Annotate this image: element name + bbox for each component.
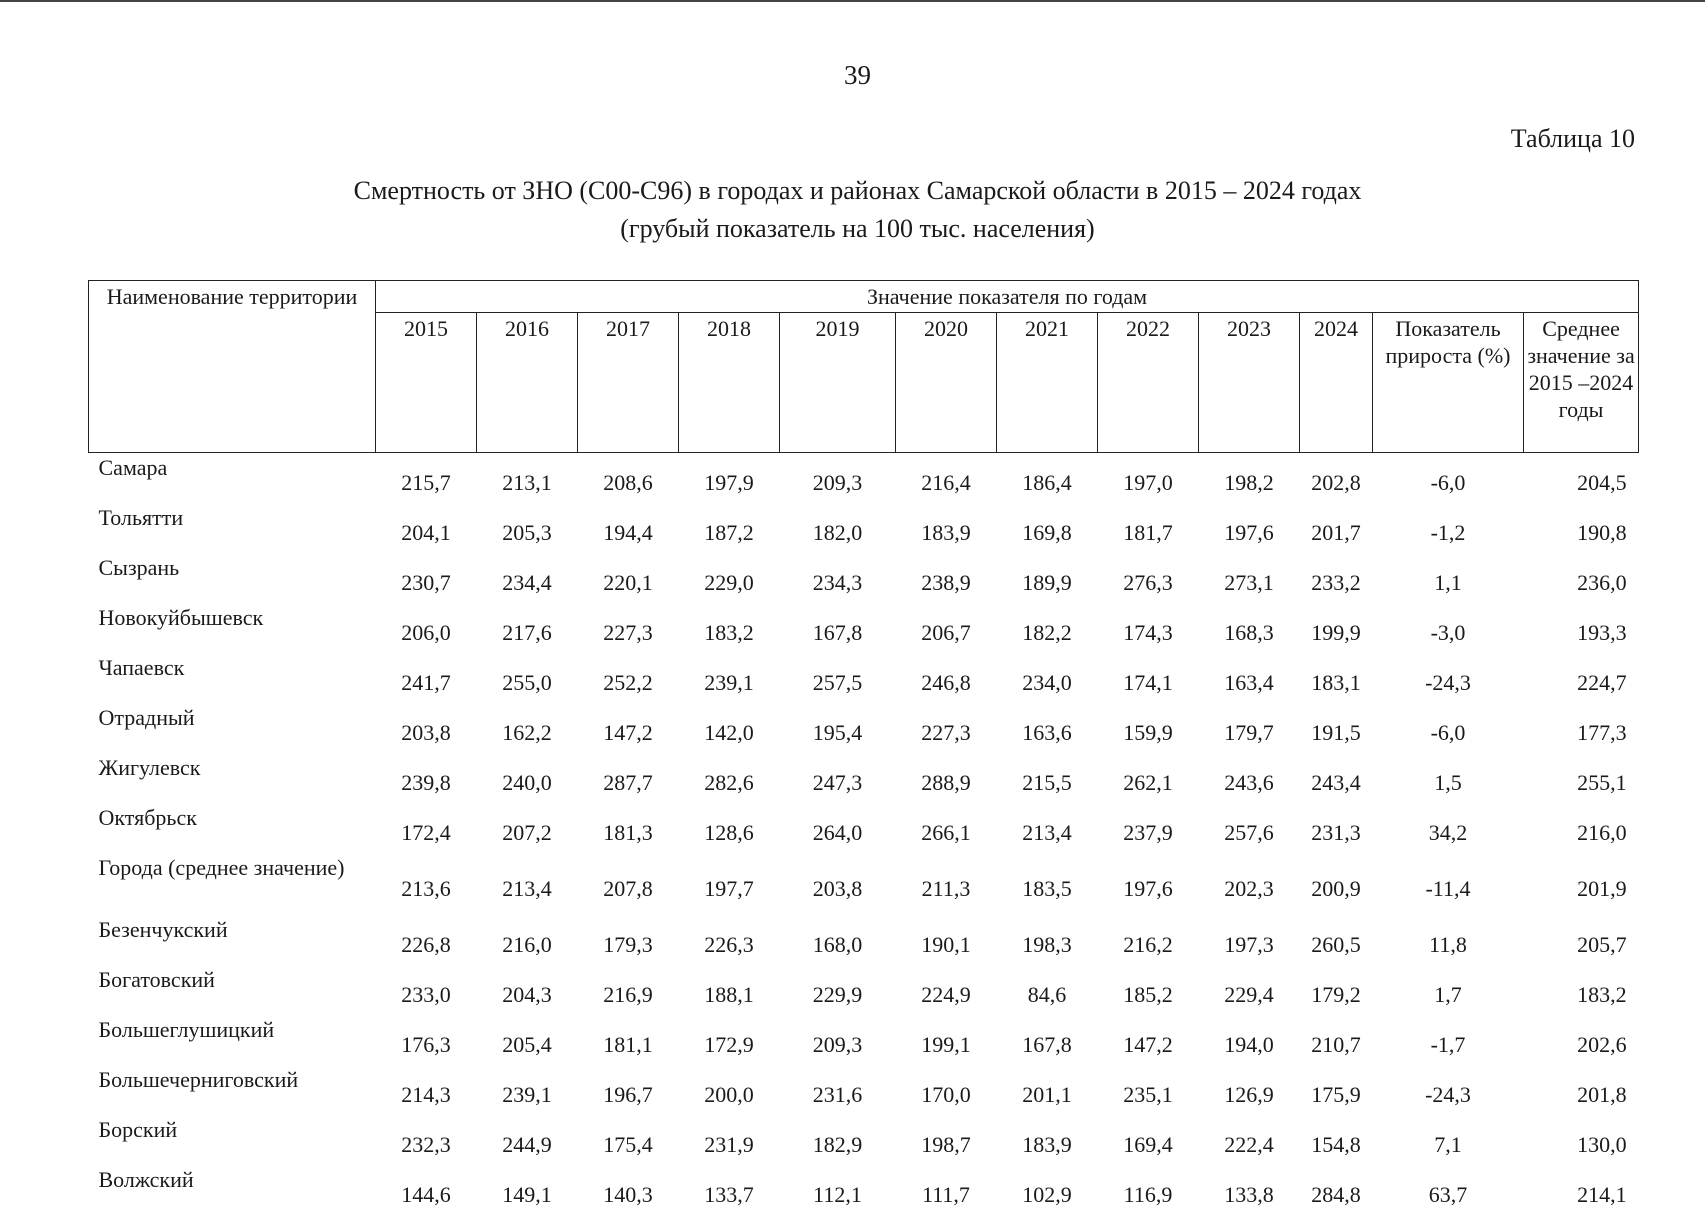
- year-value-cell: 209,3: [780, 1015, 896, 1065]
- year-value-cell: 199,1: [896, 1015, 997, 1065]
- year-value-cell: 244,9: [477, 1115, 578, 1165]
- year-value-cell: 170,0: [896, 1065, 997, 1115]
- year-value-cell: 198,2: [1199, 453, 1300, 504]
- year-value-cell: 168,3: [1199, 603, 1300, 653]
- year-value-cell: 196,7: [578, 1065, 679, 1115]
- year-value-cell: 216,4: [896, 453, 997, 504]
- average-cell: 177,3: [1524, 703, 1639, 753]
- growth-cell: -1,7: [1373, 1015, 1524, 1065]
- table-row: [89, 965, 1639, 1015]
- year-value-cell: 202,8: [1300, 453, 1373, 504]
- table-body: [89, 453, 1639, 1215]
- header-average: Среднее значение за 2015 –2024 годы: [1524, 313, 1639, 453]
- header-year: 2020: [896, 313, 997, 453]
- year-value-cell: 182,0: [780, 503, 896, 553]
- growth-cell: -6,0: [1373, 453, 1524, 504]
- header-year: 2021: [997, 313, 1098, 453]
- table-row: [89, 1165, 1639, 1215]
- average-cell: 201,8: [1524, 1065, 1639, 1115]
- year-value-cell: 200,9: [1300, 853, 1373, 915]
- year-value-cell: 111,7: [896, 1165, 997, 1215]
- header-year: 2017: [578, 313, 679, 453]
- year-value-cell: 198,7: [896, 1115, 997, 1165]
- year-value-cell: 172,9: [679, 1015, 780, 1065]
- year-value-cell: 204,1: [376, 503, 477, 553]
- year-value-cell: 224,9: [896, 965, 997, 1015]
- year-value-cell: 202,3: [1199, 853, 1300, 915]
- territory-name-cell: Города (среднее значение): [89, 853, 376, 915]
- year-value-cell: 234,4: [477, 553, 578, 603]
- growth-cell: 7,1: [1373, 1115, 1524, 1165]
- year-value-cell: 181,7: [1098, 503, 1199, 553]
- territory-name-cell: Волжский: [89, 1165, 376, 1215]
- header-year: 2022: [1098, 313, 1199, 453]
- average-cell: 214,1: [1524, 1165, 1639, 1215]
- territory-name-cell: Тольятти: [89, 503, 376, 553]
- year-value-cell: 175,4: [578, 1115, 679, 1165]
- growth-cell: 63,7: [1373, 1165, 1524, 1215]
- year-value-cell: 233,2: [1300, 553, 1373, 603]
- average-cell: 216,0: [1524, 803, 1639, 853]
- year-value-cell: 243,4: [1300, 753, 1373, 803]
- territory-name-cell: Самара: [89, 453, 376, 504]
- year-value-cell: 199,9: [1300, 603, 1373, 653]
- average-cell: 236,0: [1524, 553, 1639, 603]
- year-value-cell: 216,0: [477, 915, 578, 965]
- territory-name-cell: Богатовский: [89, 965, 376, 1015]
- year-value-cell: 222,4: [1199, 1115, 1300, 1165]
- average-cell: 201,9: [1524, 853, 1639, 915]
- table-label: Таблица 10: [1511, 124, 1635, 154]
- table-title: [5, 172, 1705, 248]
- year-value-cell: 84,6: [997, 965, 1098, 1015]
- year-value-cell: 229,9: [780, 965, 896, 1015]
- year-value-cell: 238,9: [896, 553, 997, 603]
- year-value-cell: 191,5: [1300, 703, 1373, 753]
- year-value-cell: 247,3: [780, 753, 896, 803]
- average-cell: 224,7: [1524, 653, 1639, 703]
- territory-name-cell: Сызрань: [89, 553, 376, 603]
- year-value-cell: 179,3: [578, 915, 679, 965]
- year-value-cell: 189,9: [997, 553, 1098, 603]
- year-value-cell: 183,5: [997, 853, 1098, 915]
- year-value-cell: 168,0: [780, 915, 896, 965]
- year-value-cell: 232,3: [376, 1115, 477, 1165]
- territory-name-cell: Безенчукский: [89, 915, 376, 965]
- table-row: [89, 503, 1639, 553]
- header-growth: Показатель прироста (%): [1373, 313, 1524, 453]
- year-value-cell: 284,8: [1300, 1165, 1373, 1215]
- year-value-cell: 159,9: [1098, 703, 1199, 753]
- year-value-cell: 207,2: [477, 803, 578, 853]
- year-value-cell: 169,4: [1098, 1115, 1199, 1165]
- year-value-cell: 179,7: [1199, 703, 1300, 753]
- year-value-cell: 197,6: [1098, 853, 1199, 915]
- growth-cell: -11,4: [1373, 853, 1524, 915]
- average-cell: 255,1: [1524, 753, 1639, 803]
- growth-cell: 11,8: [1373, 915, 1524, 965]
- year-value-cell: 112,1: [780, 1165, 896, 1215]
- growth-cell: -24,3: [1373, 653, 1524, 703]
- growth-cell: -1,2: [1373, 503, 1524, 553]
- year-value-cell: 183,2: [679, 603, 780, 653]
- year-value-cell: 203,8: [376, 703, 477, 753]
- table-row: [89, 1015, 1639, 1065]
- average-cell: 190,8: [1524, 503, 1639, 553]
- table-row: [89, 653, 1639, 703]
- territory-name-cell: Большеглушицкий: [89, 1015, 376, 1065]
- growth-cell: -3,0: [1373, 603, 1524, 653]
- table-row: [89, 553, 1639, 603]
- territory-name-cell: Борский: [89, 1115, 376, 1165]
- year-value-cell: 241,7: [376, 653, 477, 703]
- year-value-cell: 185,2: [1098, 965, 1199, 1015]
- year-value-cell: 205,4: [477, 1015, 578, 1065]
- growth-cell: -24,3: [1373, 1065, 1524, 1115]
- table-row: [89, 1115, 1639, 1165]
- year-value-cell: 264,0: [780, 803, 896, 853]
- table-row: [89, 703, 1639, 753]
- year-value-cell: 211,3: [896, 853, 997, 915]
- table-row: [89, 753, 1639, 803]
- year-value-cell: 175,9: [1300, 1065, 1373, 1115]
- year-value-cell: 214,3: [376, 1065, 477, 1115]
- year-value-cell: 216,2: [1098, 915, 1199, 965]
- year-value-cell: 205,3: [477, 503, 578, 553]
- year-value-cell: 197,3: [1199, 915, 1300, 965]
- territory-name-cell: Октябрьск: [89, 803, 376, 853]
- average-cell: 193,3: [1524, 603, 1639, 653]
- year-value-cell: 213,4: [997, 803, 1098, 853]
- year-value-cell: 183,1: [1300, 653, 1373, 703]
- year-value-cell: 206,0: [376, 603, 477, 653]
- top-rule: [0, 0, 1705, 2]
- header-row-group: [89, 281, 1639, 313]
- year-value-cell: 197,7: [679, 853, 780, 915]
- header-year: 2016: [477, 313, 578, 453]
- year-value-cell: 197,6: [1199, 503, 1300, 553]
- year-value-cell: 154,8: [1300, 1115, 1373, 1165]
- year-value-cell: 220,1: [578, 553, 679, 603]
- header-year: 2024: [1300, 313, 1373, 453]
- year-value-cell: 142,0: [679, 703, 780, 753]
- year-value-cell: 237,9: [1098, 803, 1199, 853]
- year-value-cell: 239,8: [376, 753, 477, 803]
- year-value-cell: 215,7: [376, 453, 477, 504]
- year-value-cell: 273,1: [1199, 553, 1300, 603]
- header-values-by-year: Значение показателя по годам: [376, 281, 1639, 313]
- year-value-cell: 182,2: [997, 603, 1098, 653]
- table-row: [89, 1065, 1639, 1115]
- table-row: [89, 803, 1639, 853]
- territory-name-cell: Чапаевск: [89, 653, 376, 703]
- year-value-cell: 209,3: [780, 453, 896, 504]
- year-value-cell: 181,3: [578, 803, 679, 853]
- year-value-cell: 234,0: [997, 653, 1098, 703]
- year-value-cell: 172,4: [376, 803, 477, 853]
- year-value-cell: 227,3: [896, 703, 997, 753]
- year-value-cell: 183,9: [896, 503, 997, 553]
- year-value-cell: 203,8: [780, 853, 896, 915]
- year-value-cell: 235,1: [1098, 1065, 1199, 1115]
- year-value-cell: 234,3: [780, 553, 896, 603]
- year-value-cell: 195,4: [780, 703, 896, 753]
- year-value-cell: 102,9: [997, 1165, 1098, 1215]
- page-number: 39: [5, 60, 1705, 91]
- year-value-cell: 183,9: [997, 1115, 1098, 1165]
- year-value-cell: 163,4: [1199, 653, 1300, 703]
- year-value-cell: 147,2: [1098, 1015, 1199, 1065]
- growth-cell: -6,0: [1373, 703, 1524, 753]
- year-value-cell: 144,6: [376, 1165, 477, 1215]
- year-value-cell: 213,4: [477, 853, 578, 915]
- year-value-cell: 206,7: [896, 603, 997, 653]
- year-value-cell: 266,1: [896, 803, 997, 853]
- year-value-cell: 257,5: [780, 653, 896, 703]
- year-value-cell: 227,3: [578, 603, 679, 653]
- year-value-cell: 133,8: [1199, 1165, 1300, 1215]
- year-value-cell: 187,2: [679, 503, 780, 553]
- average-cell: 183,2: [1524, 965, 1639, 1015]
- year-value-cell: 201,1: [997, 1065, 1098, 1115]
- table-row: [89, 603, 1639, 653]
- year-value-cell: 210,7: [1300, 1015, 1373, 1065]
- year-value-cell: 255,0: [477, 653, 578, 703]
- header-year: 2015: [376, 313, 477, 453]
- growth-cell: 1,5: [1373, 753, 1524, 803]
- year-value-cell: 260,5: [1300, 915, 1373, 965]
- year-value-cell: 204,3: [477, 965, 578, 1015]
- table-title-line-1: Смертность от ЗНО (С00-С96) в городах и районах Самарской области в 2015 – 2024 годах: [5, 172, 1705, 210]
- year-value-cell: 133,7: [679, 1165, 780, 1215]
- year-value-cell: 126,9: [1199, 1065, 1300, 1115]
- year-value-cell: 215,5: [997, 753, 1098, 803]
- table-row: [89, 853, 1639, 915]
- table-row: [89, 453, 1639, 504]
- year-value-cell: 229,4: [1199, 965, 1300, 1015]
- year-value-cell: 163,6: [997, 703, 1098, 753]
- year-value-cell: 208,6: [578, 453, 679, 504]
- growth-cell: 34,2: [1373, 803, 1524, 853]
- year-value-cell: 197,9: [679, 453, 780, 504]
- year-value-cell: 186,4: [997, 453, 1098, 504]
- year-value-cell: 216,9: [578, 965, 679, 1015]
- year-value-cell: 213,1: [477, 453, 578, 504]
- year-value-cell: 229,0: [679, 553, 780, 603]
- year-value-cell: 288,9: [896, 753, 997, 803]
- territory-name-cell: Новокуйбышевск: [89, 603, 376, 653]
- year-value-cell: 149,1: [477, 1165, 578, 1215]
- header-year: 2019: [780, 313, 896, 453]
- year-value-cell: 257,6: [1199, 803, 1300, 853]
- year-value-cell: 194,4: [578, 503, 679, 553]
- year-value-cell: 188,1: [679, 965, 780, 1015]
- year-value-cell: 252,2: [578, 653, 679, 703]
- territory-name-cell: Отрадный: [89, 703, 376, 753]
- year-value-cell: 179,2: [1300, 965, 1373, 1015]
- year-value-cell: 167,8: [780, 603, 896, 653]
- year-value-cell: 246,8: [896, 653, 997, 703]
- year-value-cell: 181,1: [578, 1015, 679, 1065]
- year-value-cell: 116,9: [1098, 1165, 1199, 1215]
- year-value-cell: 200,0: [679, 1065, 780, 1115]
- year-value-cell: 140,3: [578, 1165, 679, 1215]
- table-row: [89, 915, 1639, 965]
- territory-name-cell: Жигулевск: [89, 753, 376, 803]
- average-cell: 130,0: [1524, 1115, 1639, 1165]
- year-value-cell: 174,3: [1098, 603, 1199, 653]
- year-value-cell: 128,6: [679, 803, 780, 853]
- year-value-cell: 230,7: [376, 553, 477, 603]
- table-title-line-2: (грубый показатель на 100 тыс. населения): [5, 210, 1705, 248]
- year-value-cell: 194,0: [1199, 1015, 1300, 1065]
- year-value-cell: 231,6: [780, 1065, 896, 1115]
- header-year: 2023: [1199, 313, 1300, 453]
- year-value-cell: 201,7: [1300, 503, 1373, 553]
- average-cell: 205,7: [1524, 915, 1639, 965]
- year-value-cell: 198,3: [997, 915, 1098, 965]
- year-value-cell: 167,8: [997, 1015, 1098, 1065]
- year-value-cell: 217,6: [477, 603, 578, 653]
- year-value-cell: 231,9: [679, 1115, 780, 1165]
- mortality-table: [88, 280, 1639, 1215]
- year-value-cell: 162,2: [477, 703, 578, 753]
- year-value-cell: 182,9: [780, 1115, 896, 1165]
- year-value-cell: 207,8: [578, 853, 679, 915]
- year-value-cell: 240,0: [477, 753, 578, 803]
- year-value-cell: 287,7: [578, 753, 679, 803]
- average-cell: 204,5: [1524, 453, 1639, 504]
- header-year: 2018: [679, 313, 780, 453]
- growth-cell: 1,7: [1373, 965, 1524, 1015]
- year-value-cell: 226,3: [679, 915, 780, 965]
- growth-cell: 1,1: [1373, 553, 1524, 603]
- year-value-cell: 231,3: [1300, 803, 1373, 853]
- year-value-cell: 213,6: [376, 853, 477, 915]
- year-value-cell: 174,1: [1098, 653, 1199, 703]
- header-territory-name: Наименование территории: [89, 281, 376, 453]
- territory-name-cell: Большечерниговский: [89, 1065, 376, 1115]
- year-value-cell: 176,3: [376, 1015, 477, 1065]
- year-value-cell: 190,1: [896, 915, 997, 965]
- year-value-cell: 169,8: [997, 503, 1098, 553]
- year-value-cell: 243,6: [1199, 753, 1300, 803]
- year-value-cell: 197,0: [1098, 453, 1199, 504]
- year-value-cell: 262,1: [1098, 753, 1199, 803]
- average-cell: 202,6: [1524, 1015, 1639, 1065]
- year-value-cell: 282,6: [679, 753, 780, 803]
- year-value-cell: 276,3: [1098, 553, 1199, 603]
- year-value-cell: 147,2: [578, 703, 679, 753]
- year-value-cell: 226,8: [376, 915, 477, 965]
- year-value-cell: 233,0: [376, 965, 477, 1015]
- year-value-cell: 239,1: [477, 1065, 578, 1115]
- year-value-cell: 239,1: [679, 653, 780, 703]
